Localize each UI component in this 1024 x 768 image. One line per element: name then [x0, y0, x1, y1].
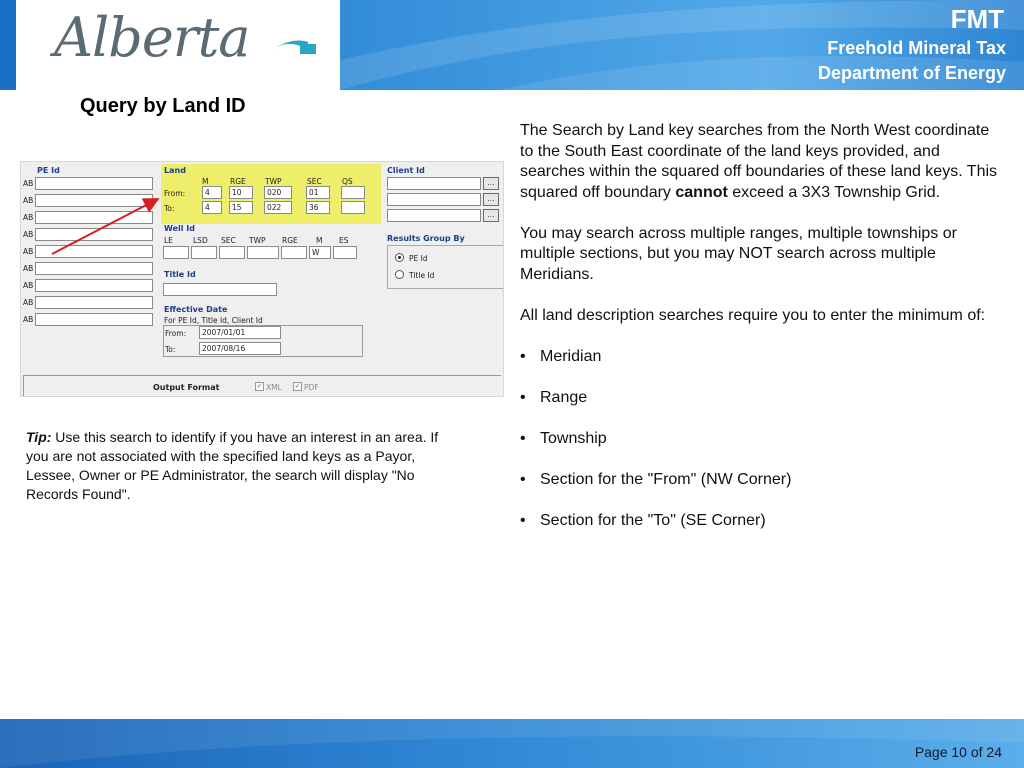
- radio-pe-id[interactable]: [395, 253, 404, 262]
- pe-id-input[interactable]: [35, 228, 153, 241]
- client-id-browse-button[interactable]: ...: [483, 209, 499, 222]
- bullet: •: [520, 470, 526, 488]
- well-m-input[interactable]: W: [309, 246, 331, 259]
- pe-id-input[interactable]: [35, 245, 153, 258]
- land-from-qs[interactable]: [341, 186, 365, 199]
- well-col-header: SEC: [221, 236, 236, 245]
- eff-from-label: From:: [165, 329, 187, 338]
- land-from-meridian[interactable]: 4: [202, 186, 222, 199]
- well-es-input[interactable]: [333, 246, 357, 259]
- p1-bold: cannot: [675, 183, 728, 201]
- output-format-label: Output Format: [153, 383, 220, 392]
- query-form-screenshot: [20, 161, 504, 397]
- well-lsd-input[interactable]: [191, 246, 217, 259]
- pe-id-input[interactable]: [35, 177, 153, 190]
- client-id-input[interactable]: [387, 193, 481, 206]
- title-id-input[interactable]: [163, 283, 277, 296]
- client-id-browse-button[interactable]: ...: [483, 193, 499, 206]
- list-item: [520, 388, 1000, 409]
- client-id-input[interactable]: [387, 177, 481, 190]
- pe-prefix: AB: [23, 281, 34, 290]
- pdf-label: PDF: [304, 383, 319, 392]
- well-col-header: LE: [164, 236, 173, 245]
- bullet: •: [520, 429, 526, 447]
- list-item-text: Section for the "To" (SE Corner): [540, 511, 766, 529]
- eff-to-label: To:: [165, 345, 176, 354]
- client-id-input[interactable]: [387, 209, 481, 222]
- footer-swirl-decoration: [0, 719, 1024, 768]
- list-item-text: Section for the "From" (NW Corner): [540, 470, 792, 488]
- xml-checkbox[interactable]: ✓: [256, 382, 263, 390]
- land-to-township[interactable]: 022: [264, 201, 292, 214]
- land-col-header: RGE: [230, 177, 246, 186]
- land-from-label: From:: [164, 189, 186, 198]
- tip-body: Use this search to identify if you have an interest in an area. If you are not associated with the specified land keys as a Payor, Lessee, Owner or PE Administrator, the search will display "No Records Found".: [26, 429, 439, 502]
- pe-prefix: AB: [23, 179, 34, 188]
- alberta-logo: [16, 0, 340, 90]
- pe-id-input[interactable]: [35, 313, 153, 326]
- alberta-logo-text: Alberta: [54, 6, 250, 69]
- xml-label: XML: [266, 383, 282, 392]
- pe-prefix: AB: [23, 247, 34, 256]
- pe-prefix: AB: [23, 213, 34, 222]
- well-col-header: TWP: [249, 236, 266, 245]
- well-col-header: LSD: [193, 236, 208, 245]
- pe-id-input[interactable]: [35, 296, 153, 309]
- list-item: [520, 429, 1000, 450]
- list-item: [520, 347, 1000, 368]
- land-to-qs[interactable]: [341, 201, 365, 214]
- well-col-header: RGE: [282, 236, 298, 245]
- header-banner: [0, 0, 1024, 90]
- well-le-input[interactable]: [163, 246, 189, 259]
- description-paragraph-3: All land description searches require you to enter the minimum of:: [520, 306, 986, 324]
- well-twp-input[interactable]: [247, 246, 279, 259]
- radio-title-id[interactable]: [395, 270, 404, 279]
- list-item-text: Meridian: [540, 347, 602, 365]
- land-from-section[interactable]: 01: [306, 186, 330, 199]
- list-item: [520, 511, 1000, 532]
- title-id-label: Title Id: [164, 270, 196, 279]
- header-subtitle: Freehold Mineral Tax: [827, 38, 1006, 58]
- bullet: •: [520, 388, 526, 406]
- pe-id-label: PE Id: [37, 166, 60, 175]
- pe-prefix: AB: [23, 230, 34, 239]
- header-department: Department of Energy: [817, 63, 1006, 83]
- pdf-checkbox[interactable]: ✓: [294, 382, 301, 390]
- pe-id-input[interactable]: [35, 211, 153, 224]
- app-name: FMT: [950, 4, 1004, 34]
- land-col-header: QS: [342, 177, 353, 186]
- results-group-box: [387, 245, 504, 289]
- eff-to-input[interactable]: 2007/08/16: [199, 342, 281, 355]
- list-item-text: Range: [540, 388, 588, 406]
- land-to-meridian[interactable]: 4: [202, 201, 222, 214]
- tip-label: Tip:: [26, 429, 52, 445]
- land-to-section[interactable]: 36: [306, 201, 330, 214]
- description-panel: [520, 121, 1000, 552]
- description-paragraph-1: [520, 121, 1000, 203]
- list-item-text: Township: [540, 429, 607, 447]
- client-id-label: Client Id: [387, 166, 425, 175]
- p1-text-end: exceed a 3X3 Township Grid.: [727, 183, 941, 201]
- pe-prefix: AB: [23, 264, 34, 273]
- pe-prefix: AB: [23, 196, 34, 205]
- radio-title-id-label: Title Id: [409, 271, 435, 280]
- bullet: •: [520, 347, 526, 365]
- results-group-label: Results Group By: [387, 234, 465, 243]
- well-sec-input[interactable]: [219, 246, 245, 259]
- p1-text: The Search by Land key searches from the North West coordinate to the South East coordinate of the land keys provided, and searches within the squared off boundaries of these land keys. This squared off boundary: [520, 122, 998, 201]
- pe-prefix: AB: [23, 315, 34, 324]
- land-to-label: To:: [164, 204, 175, 213]
- requirements-list: [520, 347, 1000, 532]
- pe-id-input[interactable]: [35, 194, 153, 207]
- alberta-logo-swoosh-icon: [270, 40, 318, 54]
- land-label: Land: [164, 166, 186, 175]
- pe-prefix: AB: [23, 298, 34, 307]
- bullet: •: [520, 511, 526, 529]
- eff-from-input[interactable]: 2007/01/01: [199, 326, 281, 339]
- pe-id-input[interactable]: [35, 262, 153, 275]
- radio-pe-id-label: PE Id: [409, 254, 428, 263]
- page-title: Query by Land ID: [80, 95, 246, 117]
- tip-text: [26, 428, 458, 504]
- page-number: Page 10 of 24: [914, 744, 1002, 760]
- land-to-range[interactable]: 15: [229, 201, 253, 214]
- effective-date-sublabel: For PE Id, Title Id, Client Id: [164, 316, 263, 325]
- well-col-header: M: [316, 236, 323, 245]
- land-col-header: M: [202, 177, 209, 186]
- list-item: [520, 470, 1000, 491]
- well-col-header: ES: [339, 236, 349, 245]
- land-from-township[interactable]: 020: [264, 186, 292, 199]
- well-id-label: Well Id: [164, 224, 195, 233]
- client-id-browse-button[interactable]: ...: [483, 177, 499, 190]
- land-from-range[interactable]: 10: [229, 186, 253, 199]
- footer-banner: [0, 719, 1024, 768]
- description-paragraph-2: You may search across multiple ranges, multiple townships or multiple sections, but you may NOT search across multiple Meridians.: [520, 224, 957, 283]
- pe-id-input[interactable]: [35, 279, 153, 292]
- well-rge-input[interactable]: [281, 246, 307, 259]
- effective-date-label: Effective Date: [164, 305, 228, 314]
- land-col-header: TWP: [265, 177, 282, 186]
- land-col-header: SEC: [307, 177, 322, 186]
